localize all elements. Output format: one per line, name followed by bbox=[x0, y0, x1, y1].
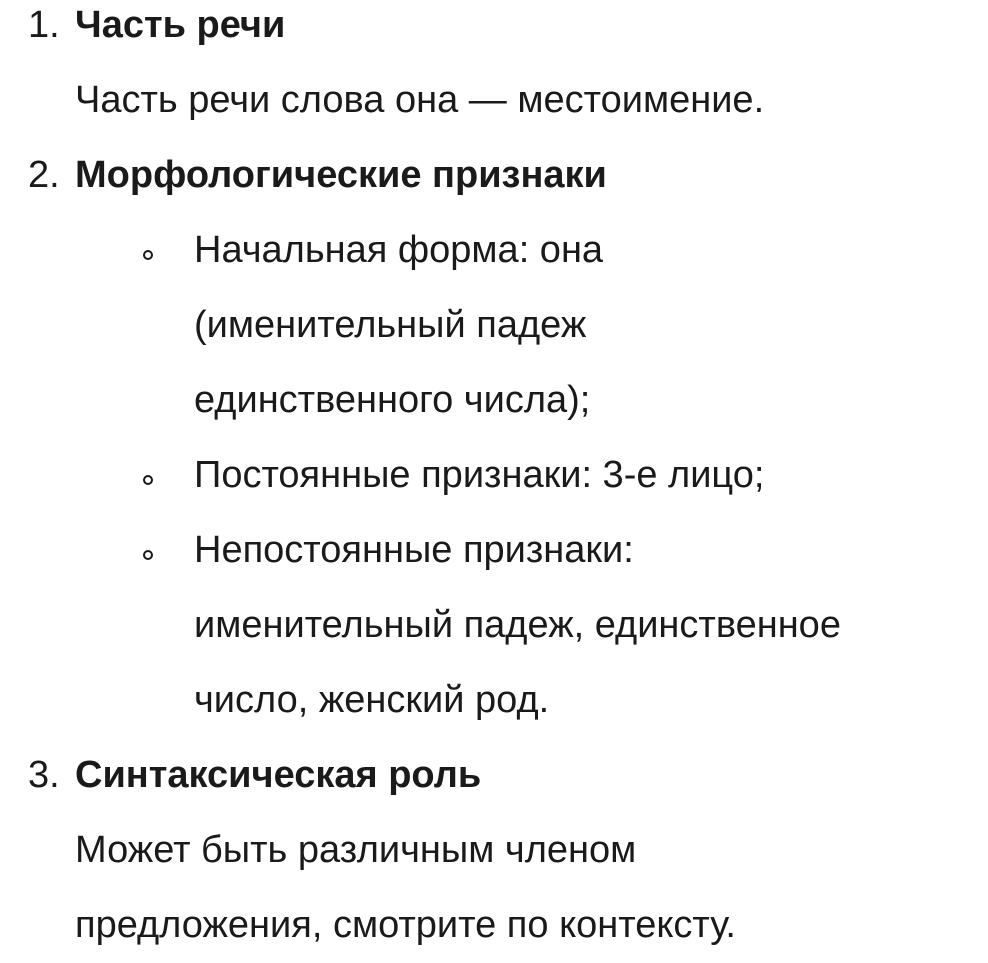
section-number: 3. bbox=[28, 754, 60, 796]
list-item-text: Непостоянные признаки: bbox=[194, 529, 634, 571]
section-number: 2. bbox=[28, 154, 60, 196]
section-title: Часть речи bbox=[75, 4, 286, 46]
section-text: Часть речи слова она — местоимение. bbox=[75, 79, 765, 121]
list-item-text: число, женский род. bbox=[194, 679, 550, 721]
list-item-text: (именительный падеж bbox=[194, 304, 587, 346]
section-text: предложения, смотрите по контексту. bbox=[75, 904, 736, 946]
bullet-circle-icon bbox=[143, 550, 153, 560]
bullet-circle-icon bbox=[143, 475, 153, 485]
list-item-text: единственного числа); bbox=[194, 379, 591, 421]
list-item-text: Постоянные признаки: 3-е лицо; bbox=[194, 454, 765, 496]
section-text: Может быть различным членом bbox=[75, 829, 637, 871]
section-title: Морфологические признаки bbox=[75, 154, 607, 196]
section-number: 1. bbox=[28, 4, 60, 46]
bullet-circle-icon bbox=[143, 250, 153, 260]
section-title: Синтаксическая роль bbox=[75, 754, 482, 796]
list-item-text: Начальная форма: она bbox=[194, 229, 604, 271]
list-item-text: именительный падеж, единственное bbox=[194, 604, 841, 646]
